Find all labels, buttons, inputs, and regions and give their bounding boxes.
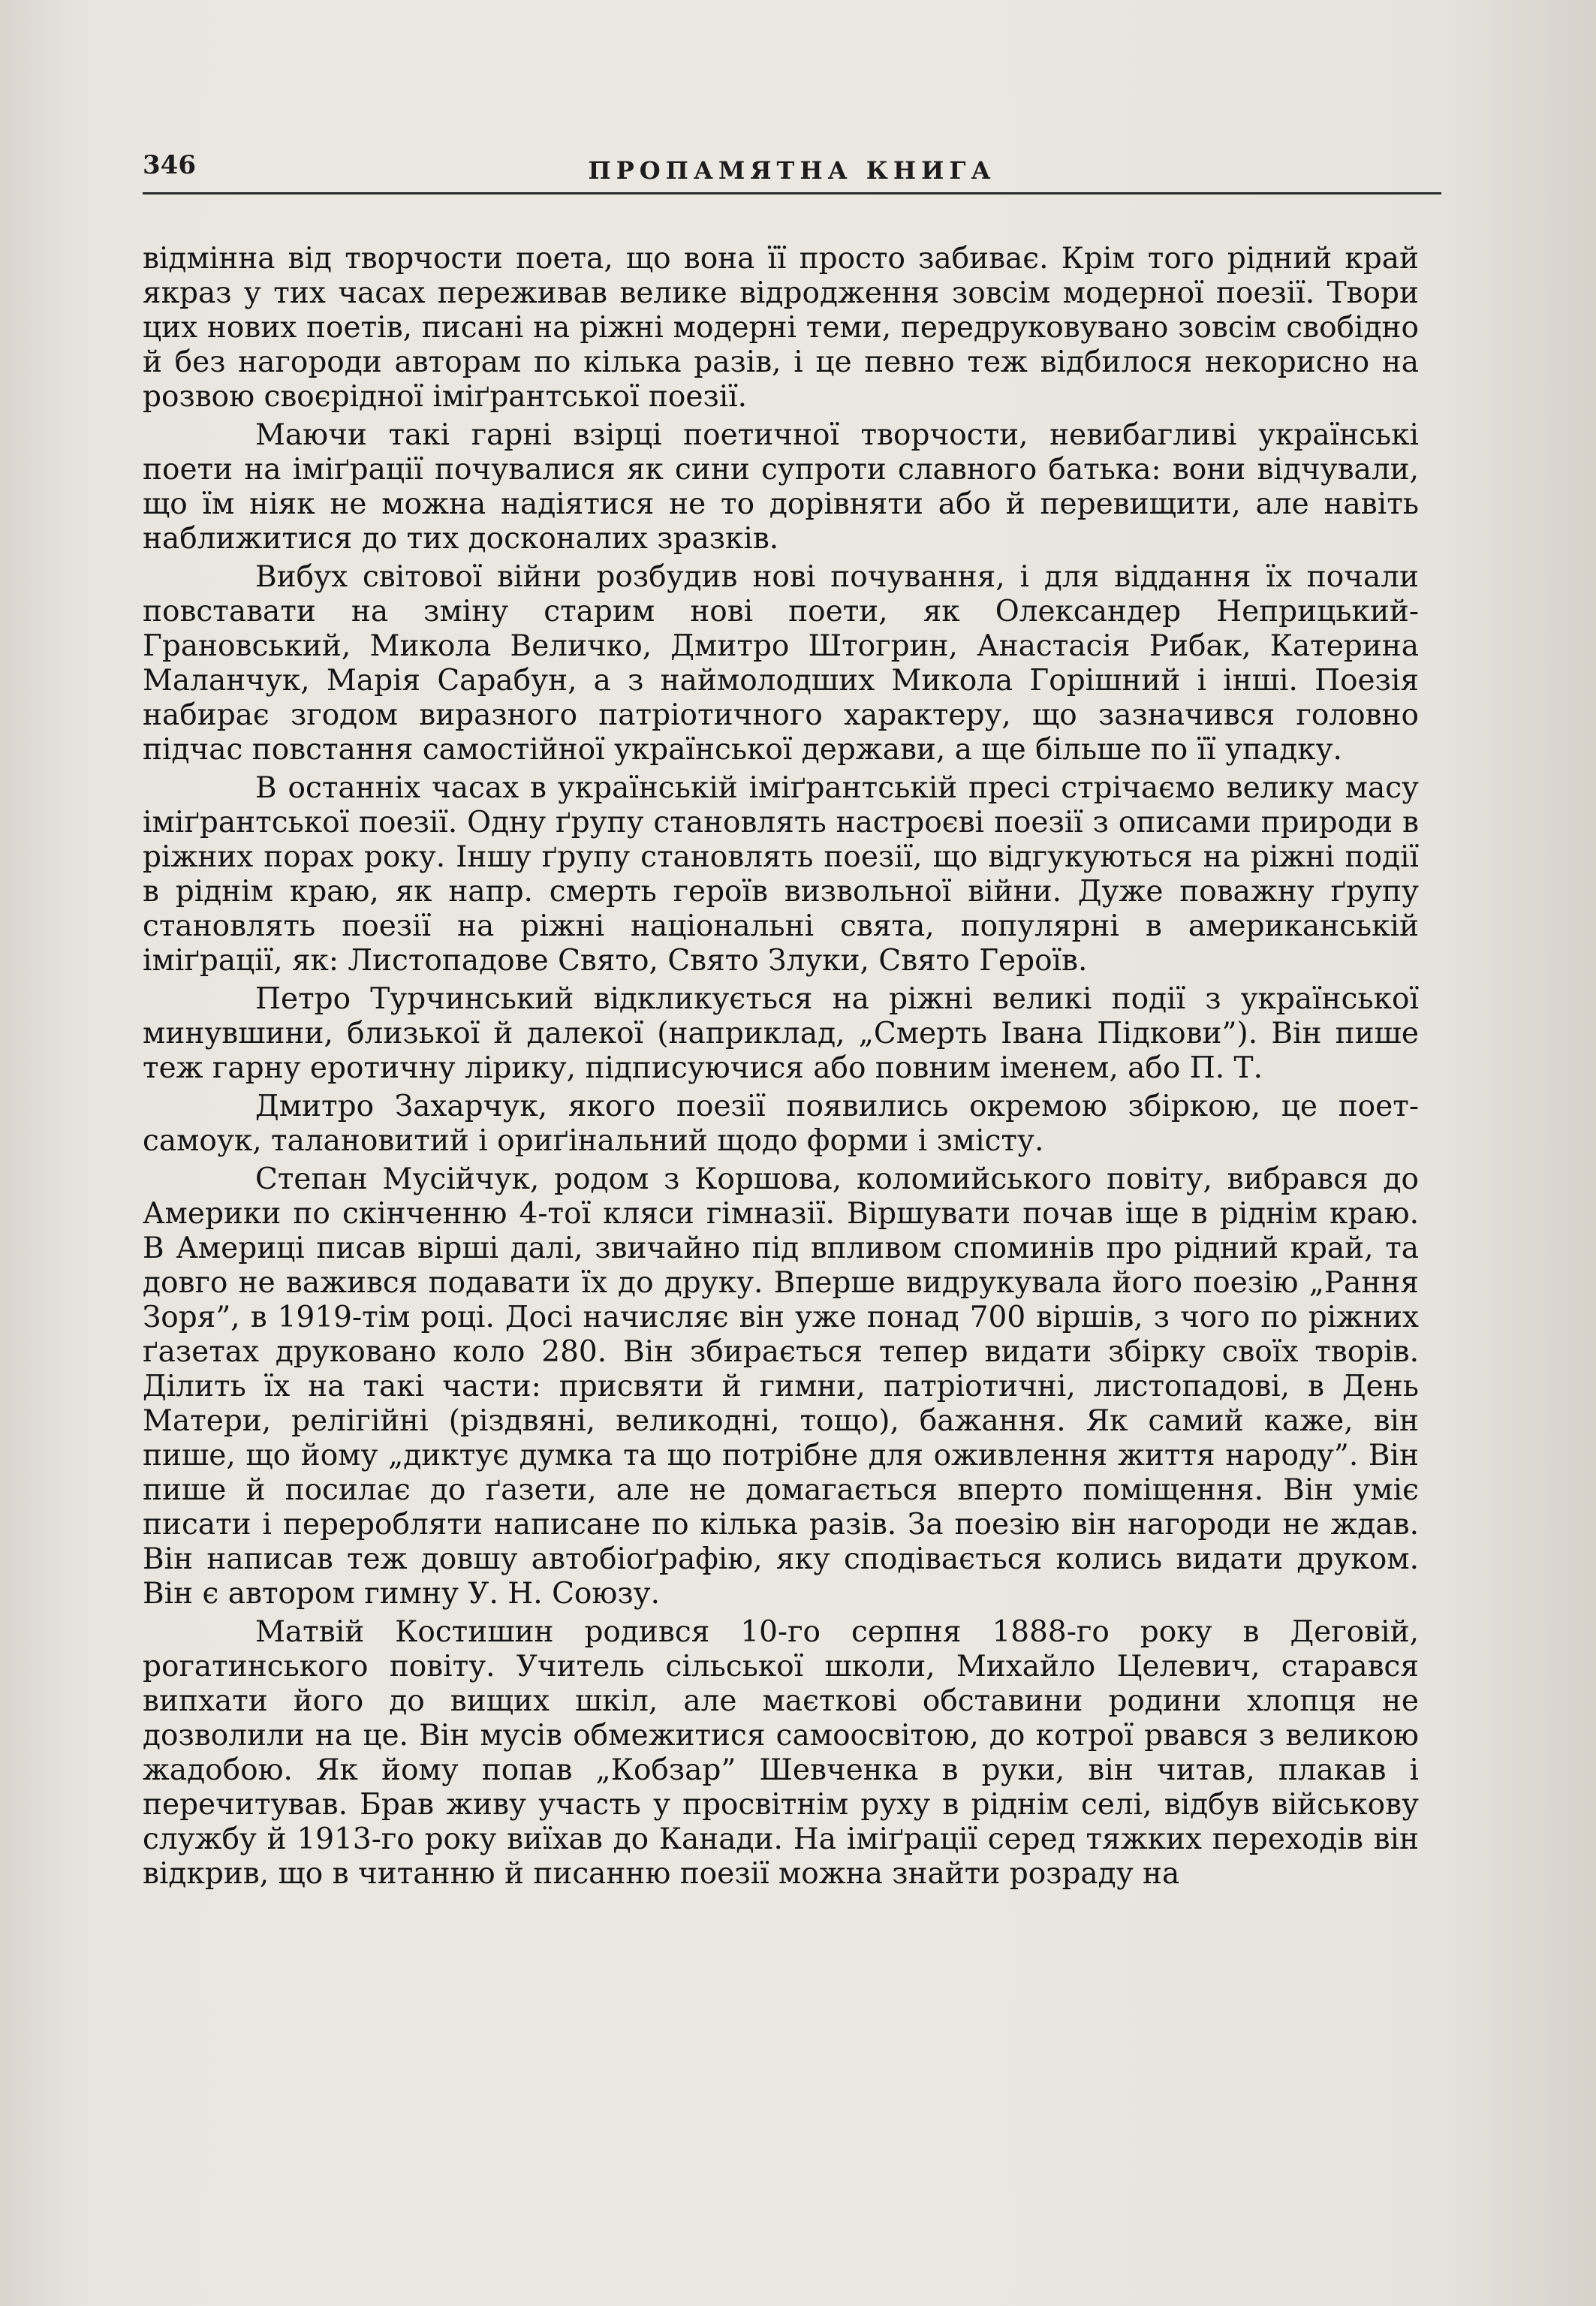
paragraph-musiichuk: Степан Мусійчук, родом з Коршова, коломийського повіту, вибрався до Америки по скінченню 4-тої кляси гімназії. Віршувати почав іще в ріднім краю. В Америці писав вірші далі, звичайно під впливом споминів про рідний край, та довго не важився подавати їх до друку. Вперше видрукувала його поезію „Рання Зоря”, в 1919-тім році. Досі начисляє він уже понад 700 віршів, з чого по ріжних ґазетах друковано коло 280. Він збирається тепер видати збірку своїх творів. Ділить їх на такі части: присвяти й гимни, патріотичні, листопадові, в День Матери, релігійні (різдвяні, великодні, тощо), бажання. Як самий каже, він пише, що йому „диктує думка та що потрібне для оживлення життя народу”. Він пише й посилає до ґазети, але не домагається вперто поміщення. Він уміє писати і переробляти написане по кілька разів. За поезію він нагороди не ждав. Він написав теж довшу автобіоґрафію, яку сподівається колись видати друком. Він є автором гимну У. Н. Союзу. <box>143 1162 1419 1611</box>
page-number: 346 <box>143 150 196 180</box>
paragraph-continuation: відмінна від творчости поета, що вона її просто забиває. Крім того рідний край якраз у тих часах переживав велике відродження зовсім модерної поезії. Твори цих нових поетів, писані на ріжні модерні теми, передруковувано зовсім свобідно й без нагороди авторам по кілька разів, і це певно теж відбилося некорисно на розвою своєрідної іміґрантської поезії. <box>143 242 1419 414</box>
running-head <box>143 147 1441 194</box>
paragraph-turchynskyi: Петро Турчинський відкликується на ріжні великі події з української минувшини, близької й далекої (наприклад, „Смерть Івана Підкови”). Він пише теж гарну еротичну лірику, підписуючися або повним іменем, або П. Т. <box>143 982 1419 1085</box>
body-text <box>143 242 1419 1895</box>
paragraph-world-war: Вибух світової війни розбудив нові почування, і для віддання їх почали повставати на зміну старим нові поети, як Олександер Неприцький-Грановський, Микола Величко, Дмитро Штогрин, Анастасія Рибак, Катерина Маланчук, Марія Сарабун, а з наймолодших Микола Горішний і інші. Поезія набирає згодом виразного патріотичного характеру, що зазначився головно підчас повстання самостійної української держави, а ще більше по її упадку. <box>143 560 1419 767</box>
paragraph-poetic-models: Маючи такі гарні взірці поетичної творчости, невибагливі українські поети на іміґрації почувалися як сини супроти славного батька: вони відчували, що їм ніяк не можна надіятися не то дорівняти або й перевищити, але навіть наближитися до тих досконалих зразків. <box>143 418 1419 556</box>
paragraph-kostyshyn: Матвій Костишин родився 10-го серпня 1888-го року в Деговій, рогатинського повіту. Учитель сільської школи, Михайло Целевич, старався випхати його до вищих шкіл, але маєткові обставини родини хлопця не дозволили на це. Він мусів обмежитися самоосвітою, до котрої рвався з великою жадобою. Як йому попав „Кобзар” Шевченка в руки, він читав, плакав і перечитував. Брав живу участь у просвітнім руху в ріднім селі, відбув військову службу й 1913-го року виїхав до Канади. На іміґрації серед тяжких переходів він відкрив, що в читанню й писанню поезії можна знайти розраду на <box>143 1615 1419 1891</box>
paragraph-zakharchuk: Дмитро Захарчук, якого поезії появились окремою збіркою, це поет-самоук, талановитий і ориґінальний щодо форми і змісту. <box>143 1090 1419 1158</box>
page-header-title: ПРОПАМЯТНА КНИГА <box>588 156 996 185</box>
paragraph-recent-press: В останніх часах в українській іміґрантській пресі стрічаємо велику масу іміґрантської поезії. Одну ґрупу становлять настроєві поезії з описами природи в ріжних порах року. Іншу ґрупу становлять поезії, що відгукуються на ріжні події в ріднім краю, як напр. смерть героїв визвольної війни. Дуже поважну ґрупу становлять поезії на ріжні національні свята, популярні в американській іміґрації, як: Листопадове Свято, Свято Злуки, Свято Героїв. <box>143 771 1419 978</box>
